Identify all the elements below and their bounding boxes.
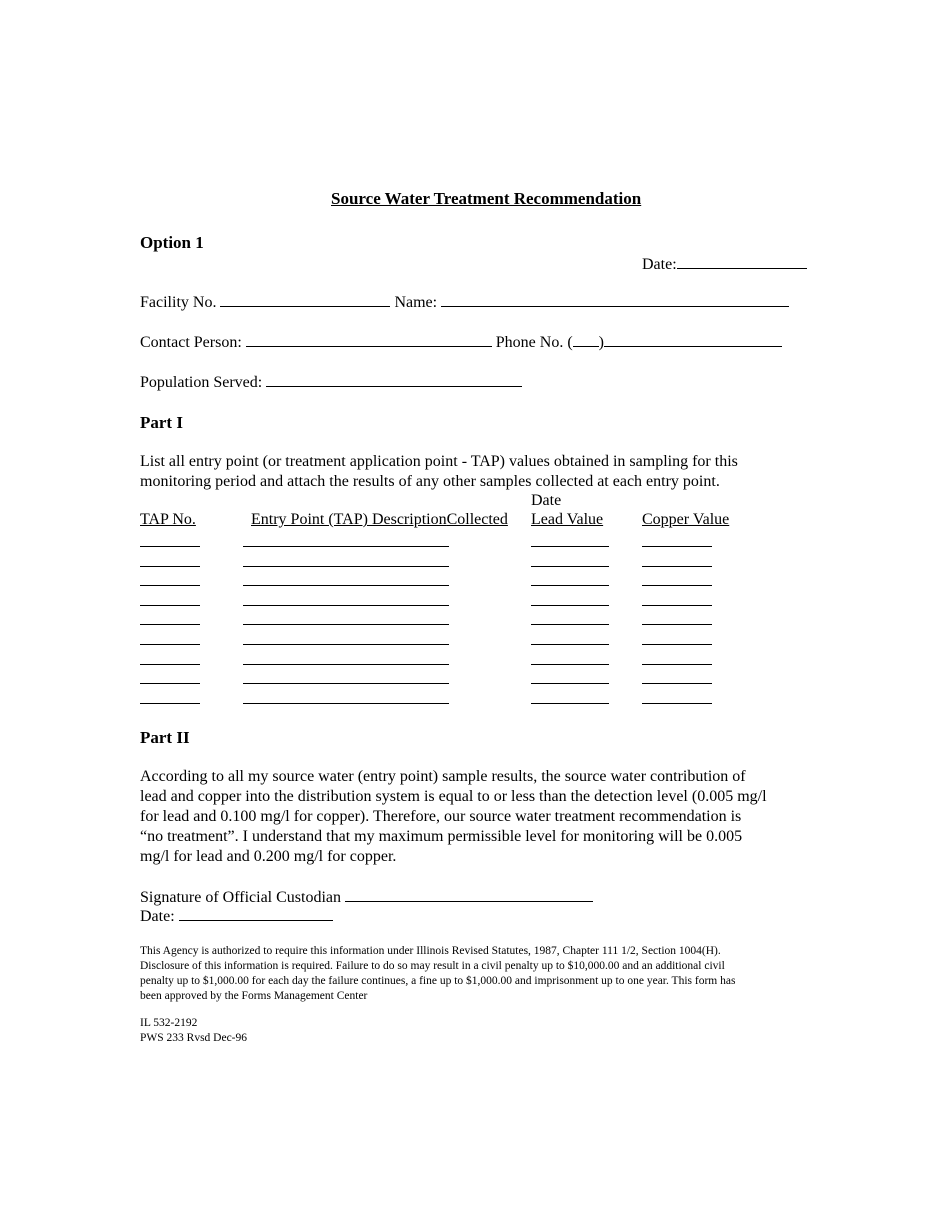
copper-cell-line[interactable] [642,605,712,606]
copper-cell-line[interactable] [642,664,712,665]
col-lead: Lead Value [531,511,604,528]
copper-cell-line[interactable] [642,585,712,586]
copper-cell-line[interactable] [642,546,712,547]
tap-no-cell-line[interactable] [140,605,200,606]
col-tap-no: TAP No. [140,511,196,528]
date-input-line[interactable] [677,254,807,269]
copper-cell-line[interactable] [642,566,712,567]
population-input-line[interactable] [266,372,522,387]
copper-cell-line[interactable] [642,703,712,704]
facility-name-row [140,292,789,312]
contact-phone-row [140,332,782,352]
copper-cell-line[interactable] [642,624,712,625]
population-row [140,372,522,392]
date-field[interactable] [642,254,807,274]
facility-input-line[interactable] [220,292,390,307]
population-label: Population Served: [140,374,263,391]
tap-no-cell-line[interactable] [140,664,200,665]
description-cell-line[interactable] [243,644,449,645]
tap-no-cell-line[interactable] [140,546,200,547]
phone-input-line[interactable] [604,332,782,347]
part2-line-4: “no treatment”. I understand that my maximum permissible level for monitoring will be 0.005 [140,828,743,845]
col-date-top: Date [531,492,562,509]
option-heading: Option 1 [140,233,204,252]
signature-date-input-line[interactable] [179,906,333,921]
part2-line-5: mg/l for lead and 0.200 mg/l for copper. [140,848,397,865]
signature-date-row [140,906,333,926]
phone-area-code-line[interactable] [573,332,599,347]
tap-no-cell-line[interactable] [140,566,200,567]
form-number: IL 532-2192 [140,1017,198,1029]
tap-no-cell-line[interactable] [140,703,200,704]
description-cell-line[interactable] [243,703,449,704]
description-cell-line[interactable] [243,624,449,625]
legal-notice-line: Disclosure of this information is required. Failure to do so may result in a civil penalty up to $10,000.00 and an additional civil [140,960,725,972]
tap-no-cell-line[interactable] [140,683,200,684]
description-cell-line[interactable] [243,664,449,665]
facility-label: Facility No. [140,294,217,311]
part1-instructions-line1: List all entry point (or treatment application point - TAP) values obtained in sampling for this [140,453,738,470]
signature-date-label: Date: [140,908,175,925]
part2-line-3: for lead and 0.100 mg/l for copper). Therefore, our source water treatment recommendation is [140,808,742,825]
description-cell-line[interactable] [243,585,449,586]
col-description: Entry Point (TAP) Description [251,511,447,528]
legal-notice-line: This Agency is authorized to require this information under Illinois Revised Statutes, 1987, Chapter 111 1/2, Section 1004(H). [140,945,721,957]
phone-close: ) [598,334,604,351]
lead-cell-line[interactable] [531,683,609,684]
contact-input-line[interactable] [246,332,492,347]
signature-row [140,887,593,907]
part2-line-2: lead and copper into the distribution system is equal to or less than the detection level (0.005 mg/l [140,788,767,805]
description-cell-line[interactable] [243,605,449,606]
part1-instructions-line2: monitoring period and attach the results of any other samples collected at each entry point. [140,473,720,490]
col-copper: Copper Value [642,511,730,528]
copper-cell-line[interactable] [642,683,712,684]
lead-cell-line[interactable] [531,566,609,567]
phone-label: Phone No. ( [495,334,573,351]
page-title: Source Water Treatment Recommendation [331,189,642,208]
date-label: Date: [642,256,677,273]
tap-no-cell-line[interactable] [140,644,200,645]
form-info [140,1016,247,1046]
copper-cell-line[interactable] [642,644,712,645]
lead-cell-line[interactable] [531,624,609,625]
tap-no-cell-line[interactable] [140,585,200,586]
contact-label: Contact Person: [140,334,242,351]
part2-heading: Part II [140,728,190,747]
part1-heading: Part I [140,413,183,432]
signature-label: Signature of Official Custodian [140,889,341,906]
lead-cell-line[interactable] [531,703,609,704]
lead-cell-line[interactable] [531,585,609,586]
signature-input-line[interactable] [345,887,593,902]
form-revision: PWS 233 Rvsd Dec-96 [140,1032,248,1044]
legal-notice [140,944,735,1004]
lead-cell-line[interactable] [531,605,609,606]
legal-notice-line: penalty up to $1,000.00 for each day the failure continues, a fine up to $1,000.00 and imprisonment up to one year. This form has [140,975,736,987]
lead-cell-line[interactable] [531,546,609,547]
col-description-group [251,511,508,529]
name-label: Name: [394,294,438,311]
description-cell-line[interactable] [243,683,449,684]
tap-no-cell-line[interactable] [140,624,200,625]
description-cell-line[interactable] [243,546,449,547]
lead-cell-line[interactable] [531,664,609,665]
name-input-line[interactable] [441,292,789,307]
description-cell-line[interactable] [243,566,449,567]
part2-line-1: According to all my source water (entry point) sample results, the source water contribution of [140,768,746,785]
col-collected: Collected [446,511,508,528]
legal-notice-line: been approved by the Forms Management Center [140,990,368,1002]
lead-cell-line[interactable] [531,644,609,645]
